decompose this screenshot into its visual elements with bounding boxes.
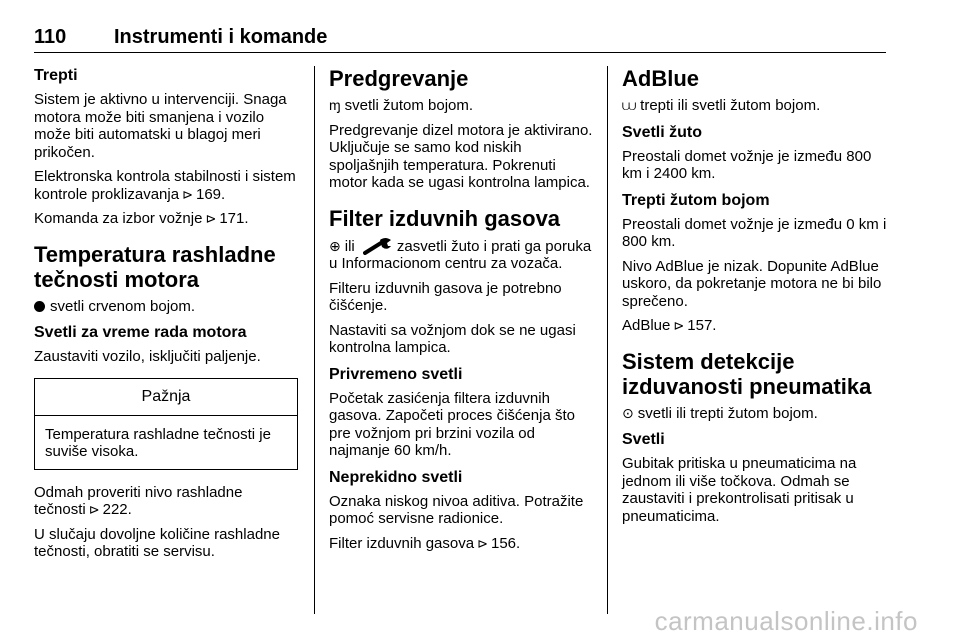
tire-pressure-icon: ⊙	[622, 404, 634, 421]
dpf-indicator-line	[329, 237, 595, 273]
page-ref-icon: ⊳	[88, 502, 100, 517]
paragraph: Preostali domet vožnje je između 0 km i 800 km.	[622, 215, 887, 250]
heading-trepti: Trepti	[34, 67, 78, 84]
paragraph-text: Filter izduvnih gasova	[329, 534, 475, 552]
paragraph: Filteru izduvnih gasova je potrebno čišćenje.	[329, 279, 562, 314]
paragraph: Oznaka niskog nivoa aditiva. Potražite pomoć servisne radionice.	[329, 492, 584, 527]
column-divider-1	[314, 66, 315, 614]
paragraph: Gubitak pritiska u pneumaticima na jednom ili više točkova. Odmah se zaustaviti i prekontrolisati pritisak u pneumaticima.	[622, 455, 857, 525]
indicator-desc: trepti ili svetli žutom bojom.	[640, 97, 821, 114]
paragraph-with-ref	[34, 210, 298, 228]
running-title: Instrumenti i komande	[114, 26, 328, 48]
column-divider-2	[607, 66, 608, 614]
paragraph: Predgrevanje dizel motora je aktivirano. Uključuje se samo kod niskih spoljašnjih temperatura. Pokrenuti motor kada se ugasi kontrolna lampica.	[329, 121, 593, 191]
paragraph: Nastaviti sa vožnjom dok se ne ugasi kontrolna lampica.	[329, 321, 576, 356]
heading-filter: Filter izduvnih gasova	[329, 205, 561, 231]
paragraph-with-ref	[34, 168, 298, 203]
paragraph-with-ref	[329, 535, 595, 553]
wrench-icon	[363, 237, 393, 255]
heading-predgrevanje: Predgrevanje	[329, 66, 469, 91]
page-ref-icon: ⊳	[182, 186, 193, 202]
page-ref[interactable]: 156.	[490, 534, 521, 552]
heading-adblue: AdBlue	[622, 66, 699, 91]
page-ref[interactable]: 171.	[219, 210, 249, 227]
glow-plug-icon: ɱ	[329, 97, 341, 113]
dpf-icon: ⊕	[329, 237, 341, 254]
heading-svetli-rad-motora: Svetli za vreme rada motora	[34, 324, 247, 341]
coolant-warning-icon	[34, 301, 45, 312]
paragraph-text: Elektronska kontrola stabilnosti i sistem kontrole proklizavanja	[34, 168, 296, 203]
indicator-desc: svetli ili trepti žutom bojom.	[637, 404, 818, 422]
page-ref-icon: ⊳	[673, 318, 685, 333]
page-ref-icon: ⊳	[477, 535, 488, 551]
paragraph-with-ref	[622, 317, 890, 335]
heading-trepti-zuto: Trepti žutom bojom	[622, 191, 770, 209]
glow-plug-indicator-line	[329, 97, 595, 115]
paragraph-text: Odmah proveriti nivo rashladne tečnosti	[34, 483, 243, 518]
watermark: carmanualsonline.info	[654, 606, 918, 636]
page-ref[interactable]: 157.	[687, 317, 717, 334]
column-2	[329, 66, 595, 559]
paragraph-text: Komanda za izbor vožnje	[34, 210, 203, 227]
page-ref[interactable]: 169.	[195, 185, 226, 203]
heading-privremeno: Privremeno svetli	[329, 365, 463, 383]
heading-svetli-tpms: Svetli	[622, 431, 665, 448]
adblue-icon: ⩊	[622, 97, 637, 113]
coolant-indicator-line	[34, 298, 298, 316]
heading-tpms: Sistem detekcije izduvanosti pneumatika	[622, 348, 872, 399]
tpms-indicator-line	[622, 405, 890, 423]
or-text: ili	[344, 237, 355, 255]
caution-body: Temperatura rashladne tečnosti je suviše visoka.	[45, 425, 271, 460]
page-number: 110	[34, 26, 67, 48]
page-ref[interactable]: 222.	[102, 501, 132, 518]
paragraph: Zaustaviti vozilo, isključiti paljenje.	[34, 348, 261, 365]
heading-neprekidno: Neprekidno svetli	[329, 468, 463, 486]
paragraph: U slučaju dovoljne količine rashladne tečnosti, obratiti se servisu.	[34, 525, 280, 560]
caution-box	[34, 378, 298, 470]
column-3	[622, 66, 890, 532]
paragraph-text: AdBlue	[622, 317, 671, 334]
page-ref-icon: ⊳	[205, 211, 217, 226]
page-header	[34, 26, 886, 53]
paragraph: Preostali domet vožnje je između 800 km i 2400 km.	[622, 147, 872, 182]
column-1	[34, 66, 298, 568]
paragraph: Sistem je aktivno u intervenciji. Snaga motora može biti smanjena i vozilo može biti automatski u blagoj meri prikočen.	[34, 91, 287, 161]
indicator-desc: svetli crvenom bojom.	[50, 297, 196, 315]
paragraph: Nivo AdBlue je nizak. Dopunite AdBlue uskoro, da pokretanje motora ne bi bilo sprečeno.	[622, 257, 882, 310]
indicator-desc: svetli žutom bojom.	[344, 97, 474, 114]
adblue-indicator-line	[622, 97, 890, 115]
heading-coolant-temperature: Temperatura rashladne tečnosti motora	[34, 241, 276, 292]
paragraph: Početak zasićenja filtera izduvnih gasova. Započeti proces čišćenja što pre vožnjom pri brzini vozila od najmanje 60 km/h.	[329, 389, 575, 459]
heading-svetli-zuto: Svetli žuto	[622, 123, 703, 141]
indicator-desc: zasvetli žuto i prati ga poruka u Informacionom centru za vozača.	[329, 237, 592, 272]
paragraph-with-ref	[34, 484, 298, 519]
caution-title: Pažnja	[35, 379, 297, 416]
